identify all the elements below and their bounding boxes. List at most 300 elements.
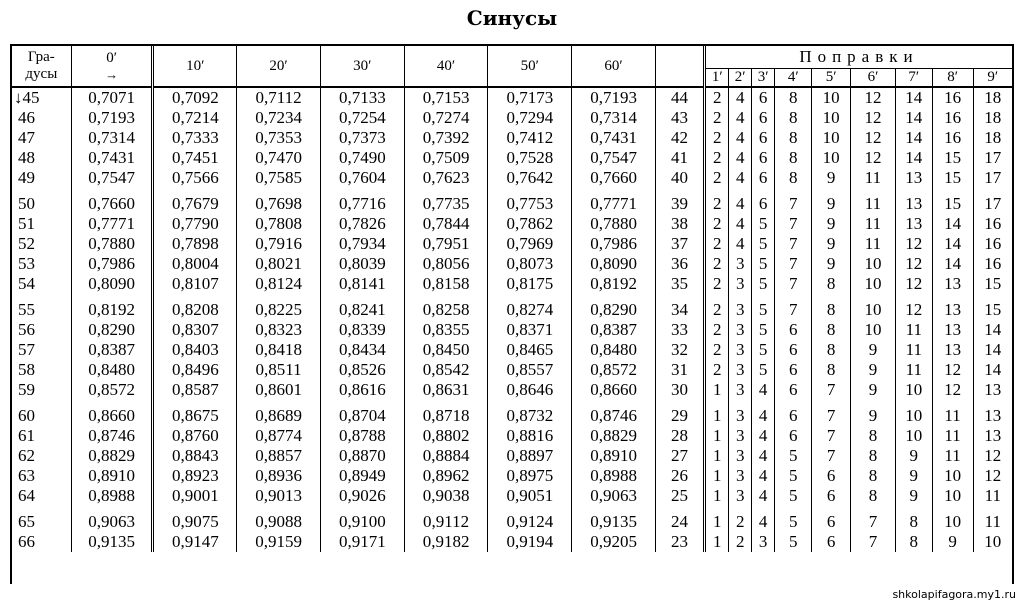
sine-value-cell: 0,9135: [572, 506, 656, 532]
correction-cell: 6: [812, 532, 851, 552]
sine-value-cell: 0,8988: [71, 486, 153, 506]
sine-value-cell: 0,7392: [404, 128, 488, 148]
sine-value-cell: 0,7566: [153, 168, 237, 188]
table-row: [12, 426, 1012, 446]
complement-degree-cell: 40: [655, 168, 704, 188]
correction-cell: 12: [895, 234, 932, 254]
complement-degree-cell: 31: [655, 360, 704, 380]
correction-cell: 10: [812, 108, 851, 128]
sine-value-cell: 0,8988: [572, 466, 656, 486]
table-row: [12, 254, 1012, 274]
sine-value-cell: 0,7373: [320, 128, 404, 148]
sine-value-cell: 0,9182: [404, 532, 488, 552]
sine-value-cell: 0,7916: [237, 234, 321, 254]
correction-cell: 12: [895, 294, 932, 320]
sine-value-cell: 0,8208: [153, 294, 237, 320]
sine-value-cell: 0,8339: [320, 320, 404, 340]
correction-cell: 4: [729, 148, 751, 168]
table-row: [12, 188, 1012, 214]
degrees-header-top: Гра-: [27, 49, 55, 65]
correction-cell: 1: [704, 506, 729, 532]
sine-value-cell: 0,8897: [488, 446, 572, 466]
sine-value-cell: 0,7623: [404, 168, 488, 188]
correction-cell: 10: [932, 466, 973, 486]
correction-cell: 7: [775, 274, 812, 294]
correction-cell: 8: [850, 426, 895, 446]
correction-cell: 4: [729, 168, 751, 188]
correction-cell: 3: [729, 360, 751, 380]
correction-cell: 10: [850, 274, 895, 294]
correction-cell: 5: [775, 466, 812, 486]
sine-value-cell: 0,8616: [320, 380, 404, 400]
correction-cell: 8: [775, 128, 812, 148]
degree-value: 57: [18, 340, 35, 359]
correction-cell: 10: [984, 532, 1002, 551]
degree-value: 63: [18, 466, 35, 485]
correction-cell: 11: [850, 214, 895, 234]
sine-value-cell: 0,7969: [488, 234, 572, 254]
sine-value-cell: 0,7951: [404, 234, 488, 254]
sine-value-cell: 0,8073: [488, 254, 572, 274]
correction-cell: 11: [895, 320, 932, 340]
correction-cell: 10: [850, 254, 895, 274]
sine-value-cell: 0,8910: [572, 446, 656, 466]
sine-value-cell: 0,9088: [237, 506, 321, 532]
sine-value-cell: 0,8646: [488, 380, 572, 400]
correction-cell: 12: [850, 148, 895, 168]
degree-value: 47: [18, 128, 35, 147]
table-row: [12, 446, 1012, 466]
correction-cell: 14: [895, 87, 932, 108]
correction-cell: 6: [751, 188, 774, 214]
correction-cell: 2: [704, 234, 729, 254]
sine-value-cell: 0,7986: [572, 234, 656, 254]
correction-cell: 11: [850, 188, 895, 214]
correction-cell: 13: [895, 168, 932, 188]
sine-value-cell: 0,9001: [153, 486, 237, 506]
sine-value-cell: 0,7112: [237, 87, 321, 108]
correction-cell: 13: [932, 340, 973, 360]
correction-cell: 12: [850, 108, 895, 128]
sine-value-cell: 0,8572: [71, 380, 153, 400]
correction-cell: 15: [932, 148, 973, 168]
sine-value-cell: 0,7092: [153, 87, 237, 108]
correction-cell: 4: [729, 128, 751, 148]
sine-value-cell: 0,8496: [153, 360, 237, 380]
degree-cell: [12, 532, 71, 552]
correction-cell: 2: [704, 274, 729, 294]
complement-degree-cell: 28: [655, 426, 704, 446]
sine-value-cell: 0,8675: [153, 400, 237, 426]
sine-value-cell: 0,8816: [488, 426, 572, 446]
correction-header-2: 2′: [729, 69, 751, 88]
correction-header-1: 1′: [704, 69, 729, 88]
sine-value-cell: 0,8418: [237, 340, 321, 360]
correction-cell: 8: [812, 360, 851, 380]
correction-cell: 7: [775, 254, 812, 274]
correction-cell: 3: [729, 486, 751, 506]
degree-value: 60: [18, 406, 35, 425]
correction-cell: 14: [984, 360, 1002, 379]
correction-cell: 13: [932, 274, 973, 294]
sine-value-cell: 0,8307: [153, 320, 237, 340]
sine-value-cell: 0,8802: [404, 426, 488, 446]
correction-cell: 2: [704, 214, 729, 234]
correction-cell: 15: [984, 274, 1002, 293]
sine-value-cell: 0,7353: [237, 128, 321, 148]
sine-value-cell: 0,7642: [488, 168, 572, 188]
correction-cell: 18: [984, 108, 1002, 127]
correction-cell: 16: [932, 87, 973, 108]
correction-cell: 2: [704, 188, 729, 214]
correction-cell: 14: [895, 148, 932, 168]
sine-value-cell: 0,7986: [71, 254, 153, 274]
sine-value-cell: 0,7431: [71, 148, 153, 168]
correction-cell: 4: [751, 446, 774, 466]
correction-cell: 3: [729, 320, 751, 340]
correction-cell: 14: [932, 234, 973, 254]
down-arrow-icon: ↓: [14, 88, 23, 107]
correction-cell: 13: [895, 188, 932, 214]
correction-cell: 8: [775, 168, 812, 188]
sine-value-cell: 0,7880: [572, 214, 656, 234]
sine-value-cell: 0,7294: [488, 108, 572, 128]
sine-value-cell: 0,7753: [488, 188, 572, 214]
correction-cell: 4: [729, 214, 751, 234]
correction-cell: 1: [704, 380, 729, 400]
correction-cell: 12: [895, 274, 932, 294]
correction-cell: 12: [932, 360, 973, 380]
sine-value-cell: 0,9038: [404, 486, 488, 506]
sine-value-cell: 0,7735: [404, 188, 488, 214]
sine-value-cell: 0,7193: [572, 87, 656, 108]
sine-value-cell: 0,9051: [488, 486, 572, 506]
correction-cell: 7: [775, 214, 812, 234]
complement-degree-cell: 23: [655, 532, 704, 552]
table-row: [12, 234, 1012, 254]
correction-cell: 8: [812, 294, 851, 320]
complement-degree-cell: 29: [655, 400, 704, 426]
sine-value-cell: 0,8660: [71, 400, 153, 426]
sine-value-cell: 0,7214: [153, 108, 237, 128]
correction-cell: 13: [984, 380, 1002, 399]
degree-cell: [12, 234, 71, 254]
correction-cell: 1: [704, 400, 729, 426]
sine-value-cell: 0,8746: [71, 426, 153, 446]
sine-value-cell: 0,8387: [572, 320, 656, 340]
degree-cell: [12, 168, 71, 188]
correction-cell: 18: [984, 128, 1002, 147]
correction-cell: 9: [812, 254, 851, 274]
degree-value: 64: [18, 486, 35, 505]
degree-cell: [12, 426, 71, 446]
sine-table: [12, 46, 1012, 552]
table-row: [12, 168, 1012, 188]
sine-value-cell: 0,8884: [404, 446, 488, 466]
degree-cell: [12, 188, 71, 214]
correction-cell: 8: [895, 506, 932, 532]
degree-value: 65: [18, 512, 35, 531]
degree-value: 59: [18, 380, 35, 399]
sine-value-cell: 0,7771: [71, 214, 153, 234]
sine-value-cell: 0,7528: [488, 148, 572, 168]
right-arrow-icon: →: [105, 66, 119, 82]
correction-cell: 6: [812, 466, 851, 486]
sine-value-cell: 0,7934: [320, 234, 404, 254]
correction-cell: 6: [751, 168, 774, 188]
correction-cell: 11: [850, 168, 895, 188]
correction-cell: 2: [704, 360, 729, 380]
complement-degree-cell: 37: [655, 234, 704, 254]
correction-cell: 6: [751, 108, 774, 128]
table-row: [12, 108, 1012, 128]
sine-value-cell: 0,8480: [572, 340, 656, 360]
complement-degree-cell: 34: [655, 294, 704, 320]
table-row: [12, 274, 1012, 294]
sine-value-cell: 0,7431: [572, 128, 656, 148]
correction-cell: 4: [751, 506, 774, 532]
degree-cell: [12, 274, 71, 294]
sine-value-cell: 0,7547: [572, 148, 656, 168]
sine-value-cell: 0,8004: [153, 254, 237, 274]
sine-value-cell: 0,8039: [320, 254, 404, 274]
complement-degree-cell: 35: [655, 274, 704, 294]
correction-cell: 10: [812, 87, 851, 108]
correction-cell: 2: [704, 108, 729, 128]
sine-value-cell: 0,9063: [572, 486, 656, 506]
correction-cell: 8: [775, 87, 812, 108]
sine-value-cell: 0,9075: [153, 506, 237, 532]
correction-cell: 10: [932, 486, 973, 506]
sine-value-cell: 0,7771: [572, 188, 656, 214]
correction-cell: 14: [932, 214, 973, 234]
correction-cell: 10: [812, 148, 851, 168]
sine-value-cell: 0,7071: [71, 87, 153, 108]
degree-cell: [12, 360, 71, 380]
correction-header-6: 6′: [850, 69, 895, 88]
correction-cell: 6: [775, 340, 812, 360]
sine-value-cell: 0,9013: [237, 486, 321, 506]
table-row: [12, 128, 1012, 148]
minute-header-50: 50′: [488, 46, 572, 87]
correction-cell: 18: [984, 88, 1002, 107]
sine-value-cell: 0,7509: [404, 148, 488, 168]
sine-value-cell: 0,9100: [320, 506, 404, 532]
correction-cell: 8: [812, 274, 851, 294]
sine-value-cell: 0,8829: [572, 426, 656, 446]
table-row: [12, 320, 1012, 340]
sine-value-cell: 0,9171: [320, 532, 404, 552]
sine-value-cell: 0,8371: [488, 320, 572, 340]
correction-cell: 4: [751, 486, 774, 506]
correction-cell: 2: [729, 532, 751, 552]
degree-cell: [12, 294, 71, 320]
sine-value-cell: 0,8465: [488, 340, 572, 360]
correction-cell: 10: [895, 380, 932, 400]
correction-cell: 5: [751, 274, 774, 294]
correction-cell: 11: [984, 512, 1001, 531]
complement-degree-cell: 32: [655, 340, 704, 360]
correction-cell: 8: [775, 148, 812, 168]
sine-value-cell: 0,9194: [488, 532, 572, 552]
correction-cell: 2: [704, 254, 729, 274]
table-row: [12, 506, 1012, 532]
degree-value: 49: [18, 168, 35, 187]
correction-cell: 9: [812, 214, 851, 234]
correction-cell: 6: [775, 380, 812, 400]
correction-header-3: 3′: [751, 69, 774, 88]
correction-cell: 4: [751, 426, 774, 446]
sine-value-cell: 0,8192: [71, 294, 153, 320]
sine-value-cell: 0,7490: [320, 148, 404, 168]
sine-value-cell: 0,7679: [153, 188, 237, 214]
correction-cell: 8: [775, 108, 812, 128]
sine-value-cell: 0,7716: [320, 188, 404, 214]
table-row: [12, 340, 1012, 360]
correction-cell: 9: [850, 340, 895, 360]
degree-value: 53: [18, 254, 35, 273]
correction-cell: 7: [812, 446, 851, 466]
correction-cell: 1: [704, 466, 729, 486]
correction-cell: 9: [895, 446, 932, 466]
correction-cell: 6: [812, 506, 851, 532]
sine-value-cell: 0,7193: [71, 108, 153, 128]
correction-cell: 11: [895, 340, 932, 360]
sine-value-cell: 0,7451: [153, 148, 237, 168]
sine-value-cell: 0,8511: [237, 360, 321, 380]
degree-value: 54: [18, 274, 35, 293]
sine-value-cell: 0,7604: [320, 168, 404, 188]
degree-cell: [12, 148, 71, 168]
correction-cell: 16: [932, 128, 973, 148]
correction-cell: 12: [850, 87, 895, 108]
table-row: [12, 400, 1012, 426]
correction-cell: 1: [704, 446, 729, 466]
correction-cell: 2: [704, 128, 729, 148]
correction-cell: 3: [751, 532, 774, 552]
correction-cell: 5: [775, 532, 812, 552]
sine-value-cell: 0,9124: [488, 506, 572, 532]
sine-value-cell: 0,7585: [237, 168, 321, 188]
degree-value: 56: [18, 320, 35, 339]
sine-value-cell: 0,8962: [404, 466, 488, 486]
correction-cell: 2: [704, 87, 729, 108]
degree-value: 51: [18, 214, 35, 233]
degree-value: 66: [18, 532, 35, 551]
sine-value-cell: 0,9147: [153, 532, 237, 552]
degree-value: 55: [18, 300, 35, 319]
sine-value-cell: 0,8718: [404, 400, 488, 426]
correction-cell: 6: [775, 360, 812, 380]
sine-value-cell: 0,8542: [404, 360, 488, 380]
complement-degree-cell: 25: [655, 486, 704, 506]
sine-value-cell: 0,7826: [320, 214, 404, 234]
correction-cell: 14: [984, 340, 1002, 359]
correction-cell: 4: [751, 466, 774, 486]
correction-cell: 3: [729, 380, 751, 400]
correction-cell: 5: [751, 340, 774, 360]
correction-cell: 15: [932, 188, 973, 214]
correction-header-9: 9′: [973, 69, 1012, 88]
degree-cell: [12, 400, 71, 426]
correction-cell: 5: [751, 214, 774, 234]
correction-cell: 1: [704, 486, 729, 506]
sine-value-cell: 0,8704: [320, 400, 404, 426]
sine-value-cell: 0,7254: [320, 108, 404, 128]
correction-cell: 11: [932, 426, 973, 446]
sine-value-cell: 0,8107: [153, 274, 237, 294]
correction-cell: 8: [812, 320, 851, 340]
correction-cell: 3: [729, 294, 751, 320]
sine-value-cell: 0,9063: [71, 506, 153, 532]
sine-value-cell: 0,8258: [404, 294, 488, 320]
complement-degree-cell: 43: [655, 108, 704, 128]
degree-value: 45: [22, 88, 40, 107]
sine-value-cell: 0,7698: [237, 188, 321, 214]
degree-cell: [12, 214, 71, 234]
page-title: Синусы: [466, 6, 558, 30]
degree-cell: [12, 128, 71, 148]
sine-value-cell: 0,8225: [237, 294, 321, 320]
correction-cell: 13: [932, 320, 973, 340]
degree-value: 62: [18, 446, 35, 465]
minute-header-30: 30′: [320, 46, 404, 87]
sine-value-cell: 0,8290: [71, 320, 153, 340]
correction-cell: 6: [751, 87, 774, 108]
minute-header-10: 10′: [153, 46, 237, 87]
sine-value-cell: 0,8290: [572, 294, 656, 320]
complement-degree-cell: 42: [655, 128, 704, 148]
correction-cell: 10: [932, 506, 973, 532]
sine-value-cell: 0,8923: [153, 466, 237, 486]
correction-cell: 17: [984, 168, 1002, 187]
minute-header-0: [71, 46, 153, 87]
correction-cell: 2: [704, 320, 729, 340]
correction-cell: 6: [775, 426, 812, 446]
correction-cell: 14: [895, 108, 932, 128]
correction-cell: 10: [850, 320, 895, 340]
correction-cell: 11: [932, 400, 973, 426]
sine-value-cell: 0,9159: [237, 532, 321, 552]
correction-cell: 5: [751, 294, 774, 320]
correction-cell: 7: [850, 506, 895, 532]
correction-cell: 7: [812, 426, 851, 446]
correction-cell: 1: [704, 426, 729, 446]
sine-value-cell: 0,7880: [71, 234, 153, 254]
sine-value-cell: 0,8274: [488, 294, 572, 320]
correction-cell: 6: [812, 486, 851, 506]
sine-value-cell: 0,8557: [488, 360, 572, 380]
sine-value-cell: 0,8949: [320, 466, 404, 486]
sine-value-cell: 0,8631: [404, 380, 488, 400]
sine-value-cell: 0,8587: [153, 380, 237, 400]
correction-cell: 14: [895, 128, 932, 148]
sine-value-cell: 0,8910: [71, 466, 153, 486]
degree-value: 46: [18, 108, 35, 127]
table-row: [12, 148, 1012, 168]
sine-value-cell: 0,7808: [237, 214, 321, 234]
complement-degree-cell: 38: [655, 214, 704, 234]
minute-header-0-label: 0′: [106, 49, 117, 66]
watermark: shkolapifagora.my1.ru: [892, 588, 1016, 601]
correction-cell: 16: [984, 254, 1002, 273]
correction-cell: 5: [751, 360, 774, 380]
complement-degree-cell: 24: [655, 506, 704, 532]
correction-cell: 8: [850, 486, 895, 506]
sine-value-cell: 0,8857: [237, 446, 321, 466]
sine-value-cell: 0,7314: [71, 128, 153, 148]
correction-cell: 11: [932, 446, 973, 466]
